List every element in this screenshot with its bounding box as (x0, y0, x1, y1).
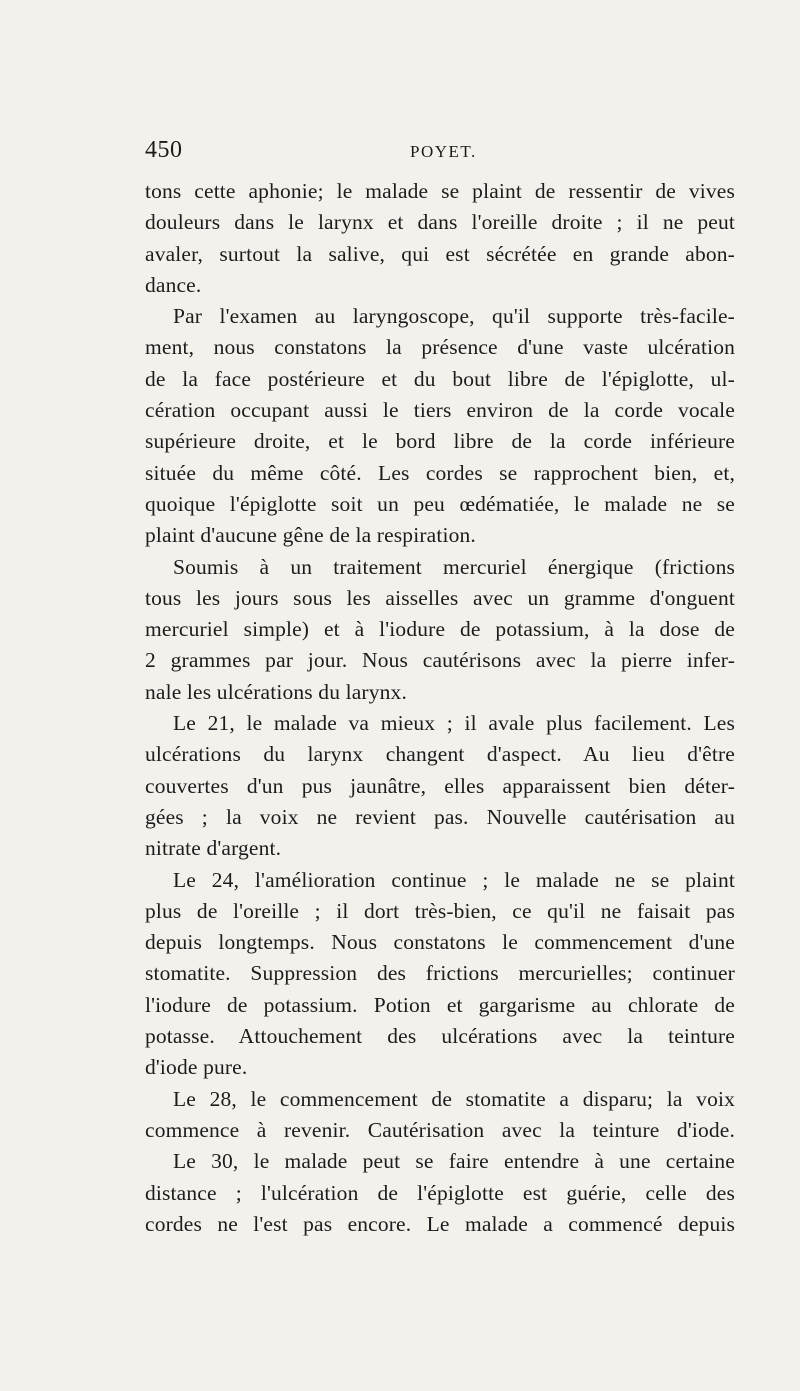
text-line: Le 28, le commencement de stomatite a disparu; la voix (173, 1086, 735, 1111)
page-header (145, 137, 735, 173)
text-line: située du même côté. Les cordes se rapprochent bien, et, (145, 460, 735, 485)
text-line: potasse. Attouchement des ulcérations avec la teinture (145, 1024, 735, 1049)
body-text (145, 176, 735, 1240)
text-line: couvertes d'un pus jaunâtre, elles apparaissent bien déter- (145, 773, 735, 798)
text-line: nale les ulcérations du larynx. (145, 679, 407, 704)
text-line: ment, nous constatons la présence d'une vaste ulcération (145, 335, 735, 360)
text-line: l'iodure de potassium. Potion et gargarisme au chlorate de (145, 992, 735, 1017)
text-line: tons cette aphonie; le malade se plaint de ressentir de vives (145, 179, 735, 203)
text-line: commence à revenir. Cautérisation avec la teinture d'iode. (145, 1117, 735, 1142)
text-line: dance. (145, 272, 202, 297)
text-line: supérieure droite, et le bord libre de la corde inférieure (145, 429, 735, 454)
text-line: depuis longtemps. Nous constatons le commencement d'une (145, 930, 735, 955)
text-line: distance ; l'ulcération de l'épiglotte est guérie, celle des (145, 1180, 735, 1205)
text-line: tous les jours sous les aisselles avec un gramme d'onguent (145, 585, 735, 610)
text-line: nitrate d'argent. (145, 836, 282, 861)
text-line: quoique l'épiglotte soit un peu œdématiée, le malade ne se (145, 491, 735, 516)
page-number: 450 (145, 137, 183, 163)
text-line: Le 24, l'amélioration continue ; le malade ne se plaint (173, 867, 735, 892)
text-line: douleurs dans le larynx et dans l'oreille droite ; il ne peut (145, 210, 735, 235)
text-line: Le 30, le malade peut se faire entendre à une certaine (173, 1149, 735, 1174)
text-line: de la face postérieure et du bout libre de l'épiglotte, ul- (145, 366, 735, 391)
text-line: Soumis à un traitement mercuriel énergique (frictions (173, 554, 735, 579)
text-line: gées ; la voix ne revient pas. Nouvelle cautérisation au (145, 804, 735, 829)
text-line: Le 21, le malade va mieux ; il avale plus facilement. Les (173, 711, 735, 736)
text-line: avaler, surtout la salive, qui est sécrétée en grande abon- (145, 241, 735, 266)
text-line: cordes ne l'est pas encore. Le malade a commencé depuis (145, 1211, 735, 1236)
text-line: mercuriel simple) et à l'iodure de potassium, à la dose de (145, 617, 735, 642)
text-line: 2 grammes par jour. Nous cautérisons avec la pierre infer- (145, 648, 735, 673)
text-line: Par l'examen au laryngoscope, qu'il supporte très-facile- (173, 304, 735, 329)
text-line: plus de l'oreille ; il dort très-bien, ce qu'il ne faisait pas (145, 898, 735, 923)
text-line: ulcérations du larynx changent d'aspect. Au lieu d'être (145, 742, 735, 767)
text-line: stomatite. Suppression des frictions mercurielles; continuer (145, 961, 735, 986)
text-line: cération occupant aussi le tiers environ de la corde vocale (145, 398, 735, 423)
text-line: plaint d'aucune gêne de la respiration. (145, 523, 476, 548)
running-head: POYET. (410, 142, 477, 161)
text-line: d'iode pure. (145, 1055, 248, 1080)
